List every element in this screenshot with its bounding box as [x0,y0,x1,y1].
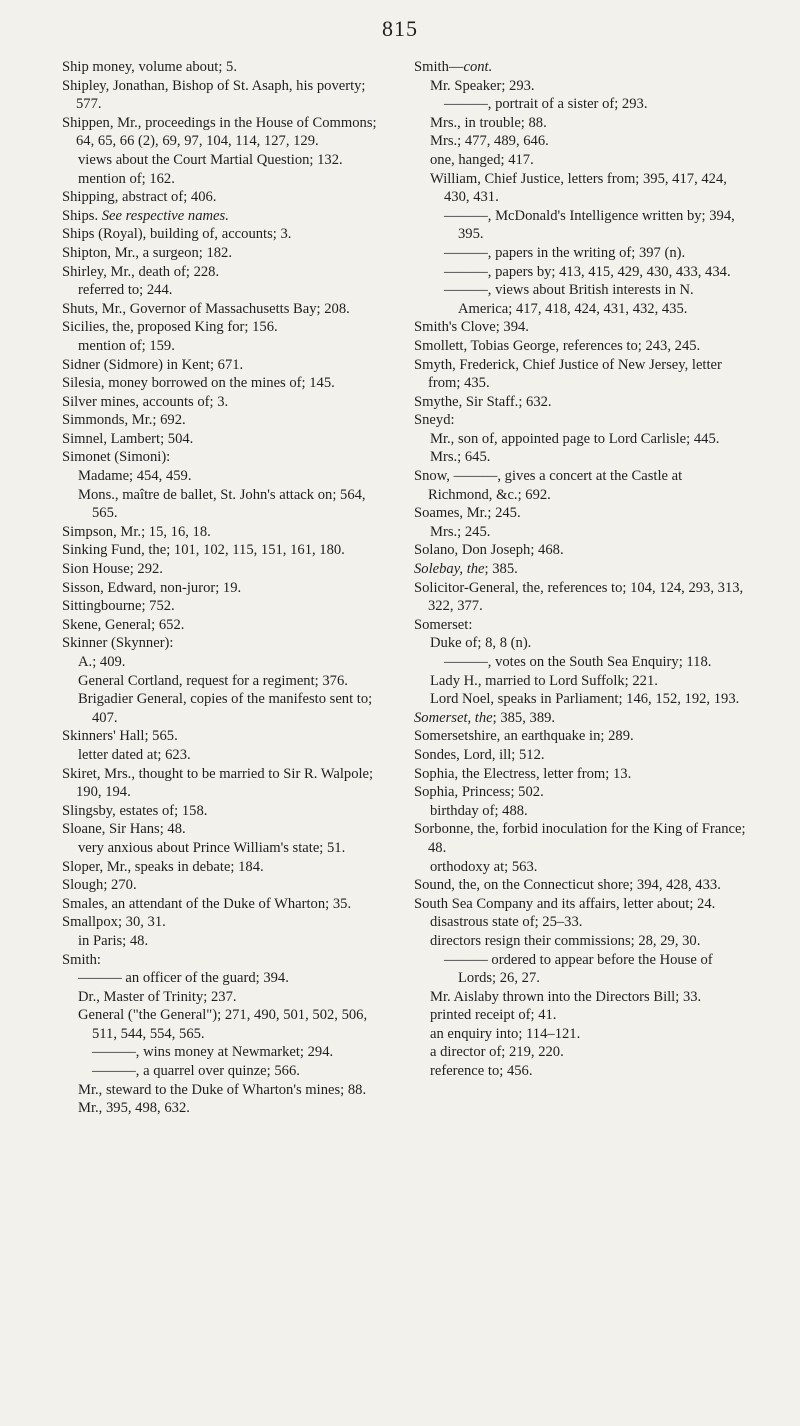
page-number: 815 [382,16,418,41]
index-entry: Sondes, Lord, ill; 512. [414,746,545,763]
index-entry: Sloper, Mr., speaks in debate; 184. [62,858,264,875]
index-entry: ———, papers by; 413, 415, 429, 430, 433, 434. [444,263,731,280]
index-entry: mention of; 159. [78,337,175,354]
index-entry: Mrs., in trouble; 88. [430,114,547,131]
index-entry: Shippen, Mr., proceedings in the House of Commons; 64, 65, 66 (2), 69, 97, 104, 114, 127, 129. [62,114,377,150]
index-entry: William, Chief Justice, letters from; 395, 417, 424, 430, 431. [430,170,727,206]
index-entry: Simpson, Mr.; 15, 16, 18. [62,523,211,540]
index-entry: Shuts, Mr., Governor of Massachusetts Bay; 208. [62,300,350,317]
right-index-column [414,58,750,1081]
index-entry: Duke of; 8, 8 (n). [430,635,532,652]
index-entry: disastrous state of; 25–33. [430,914,583,931]
index-entry: Mrs.; 477, 489, 646. [430,133,549,150]
index-entry: Ships. See respective names. [62,207,229,224]
index-entry: Mons., maître de ballet, St. John's attack on; 564, 565. [78,486,366,522]
index-entry: Madame; 454, 459. [78,468,192,485]
index-entry: Silesia, money borrowed on the mines of; 145. [62,375,335,392]
index-entry: Sion House; 292. [62,561,163,578]
index-entry: Brigadier General, copies of the manifesto sent to; 407. [78,691,373,726]
index-entry: one, hanged; 417. [430,151,534,168]
index-entry: Simonet (Simoni): [62,449,171,466]
index-entry: Sicilies, the, proposed King for; 156. [62,319,278,336]
index-entry: Slough; 270. [62,877,137,894]
index-entry: Solebay, the; 385. [414,561,518,578]
index-entry: Mr. Aislaby thrown into the Directors Bill; 33. [430,988,702,1005]
index-entry: Solicitor-General, the, references to; 104, 124, 293, 313, 322, 377. [414,579,744,615]
index-entry: Ship money, volume about; 5. [62,59,237,75]
index-entry: Mrs.; 645. [430,449,491,466]
index-entry: Shirley, Mr., death of; 228. [62,263,220,280]
index-entry: Mr., son of, appointed page to Lord Carlisle; 445. [430,430,720,447]
index-entry: ———, views about British interests in N. America; 417, 418, 424, 431, 432, 435. [444,282,694,317]
index-entry: Shipley, Jonathan, Bishop of St. Asaph, his poverty; 577. [62,77,366,113]
index-entry: birthday of; 488. [430,802,528,819]
index-entry: Mr., 395, 498, 632. [78,1100,190,1117]
index-entry: reference to; 456. [430,1063,533,1080]
italic-text: cont. [463,59,493,75]
index-entry: A.; 409. [78,654,126,670]
index-entry: Lady H., married to Lord Suffolk; 221. [430,672,658,689]
index-entry: very anxious about Prince William's state; 51. [78,839,346,856]
index-entry: Shipton, Mr., a surgeon; 182. [62,244,232,261]
index-entry: Sinking Fund, the; 101, 102, 115, 151, 161, 180. [62,542,345,559]
index-entry: General Cortland, request for a regiment; 376. [78,672,348,689]
index-entry: Sisson, Edward, non-juror; 19. [62,579,242,596]
index-entry: Smales, an attendant of the Duke of Wharton; 35. [62,895,352,912]
index-entry: in Paris; 48. [78,932,149,949]
index-entry: mention of; 162. [78,170,175,187]
index-entry: Snow, ———, gives a concert at the Castle at Richmond, &c.; 692. [414,468,683,503]
index-entry: views about the Court Martial Question; 132. [78,151,343,168]
index-entry: Skene, General; 652. [62,616,185,633]
index-entry: Mr., steward to the Duke of Wharton's mines; 88. [78,1081,367,1098]
index-entry: Lord Noel, speaks in Parliament; 146, 152, 192, 193. [430,691,740,708]
index-entry: Smith: [62,951,101,968]
index-entry: referred to; 244. [78,282,173,299]
index-entry: directors resign their commissions; 28, 29, 30. [430,932,701,949]
index-entry: an enquiry into; 114–121. [430,1025,581,1042]
index-entry: ———, papers in the writing of; 397 (n). [444,244,686,261]
index-entry: Ships (Royal), building of, accounts; 3. [62,226,292,243]
index-entry: Sound, the, on the Connecticut shore; 394, 428, 433. [414,877,721,894]
italic-text: Solebay, the [414,561,485,578]
index-entry: a director of; 219, 220. [430,1044,564,1061]
left-index-column [62,58,384,1118]
index-entry: Sloane, Sir Hans; 48. [62,821,186,838]
index-entry: ——— ordered to appear before the House of Lords; 26, 27. [444,951,713,987]
index-entry: Smollett, Tobias George, references to; 243, 245. [414,337,701,354]
index-entry: printed receipt of; 41. [430,1007,557,1024]
index-entry: Sneyd: [414,412,455,429]
index-entry: Slingsby, estates of; 158. [62,802,208,819]
index-entry: General ("the General"); 271, 490, 501, 502, 506, 511, 544, 554, 565. [78,1007,368,1042]
index-entry: Dr., Master of Trinity; 237. [78,988,237,1005]
index-entry: ———, portrait of a sister of; 293. [444,96,648,113]
index-entry: Sorbonne, the, forbid inoculation for the King of France; 48. [414,821,746,856]
index-entry: Simmonds, Mr.; 692. [62,412,186,429]
index-entry: Skinner (Skynner): [62,635,174,652]
index-entry: Shipping, abstract of; 406. [62,189,217,206]
index-entry: Smith's Clove; 394. [414,319,529,336]
index-entry: orthodoxy at; 563. [430,858,538,875]
index-entry: ———, McDonald's Intelligence written by; 394, 395. [444,207,735,243]
index-entry: ——— an officer of the guard; 394. [78,970,289,987]
index-entry: Solano, Don Joseph; 468. [414,542,564,559]
index-entry: Somersetshire, an earthquake in; 289. [414,728,634,745]
index-entry: Simnel, Lambert; 504. [62,430,194,447]
italic-text: See respective names. [101,207,229,224]
index-entry: ———, wins money at Newmarket; 294. [92,1044,334,1061]
index-entry: South Sea Company and its affairs, letter about; 24. [414,895,716,912]
index-entry: Somerset: [414,616,473,633]
index-entry: Mrs.; 245. [430,523,491,540]
italic-text: Somerset, the [414,709,493,726]
index-entry: Skiret, Mrs., thought to be married to Sir R. Walpole; 190, 194. [62,765,374,801]
index-entry: Somerset, the; 385, 389. [414,709,556,726]
index-entry: Skinners' Hall; 565. [62,728,178,745]
index-entry: Smythe, Sir Staff.; 632. [414,393,552,410]
index-entry: letter dated at; 623. [78,746,191,763]
index-entry: Smyth, Frederick, Chief Justice of New Jersey, letter from; 435. [414,356,722,392]
index-entry: Soames, Mr.; 245. [414,505,521,522]
index-entry: Sidner (Sidmore) in Kent; 671. [62,356,244,373]
index-entry: Smallpox; 30, 31. [62,914,166,931]
index-entry: Sophia, Princess; 502. [414,784,544,801]
index-entry: Sophia, the Electress, letter from; 13. [414,765,632,782]
index-entry: ———, votes on the South Sea Enquiry; 118. [444,654,712,670]
index-entry: Silver mines, accounts of; 3. [62,393,229,410]
index-entry: ———, a quarrel over quinze; 566. [92,1063,300,1080]
index-entry: Mr. Speaker; 293. [430,77,535,94]
index-entry: Sittingbourne; 752. [62,598,175,615]
index-entry: Smith—cont. [414,59,493,75]
